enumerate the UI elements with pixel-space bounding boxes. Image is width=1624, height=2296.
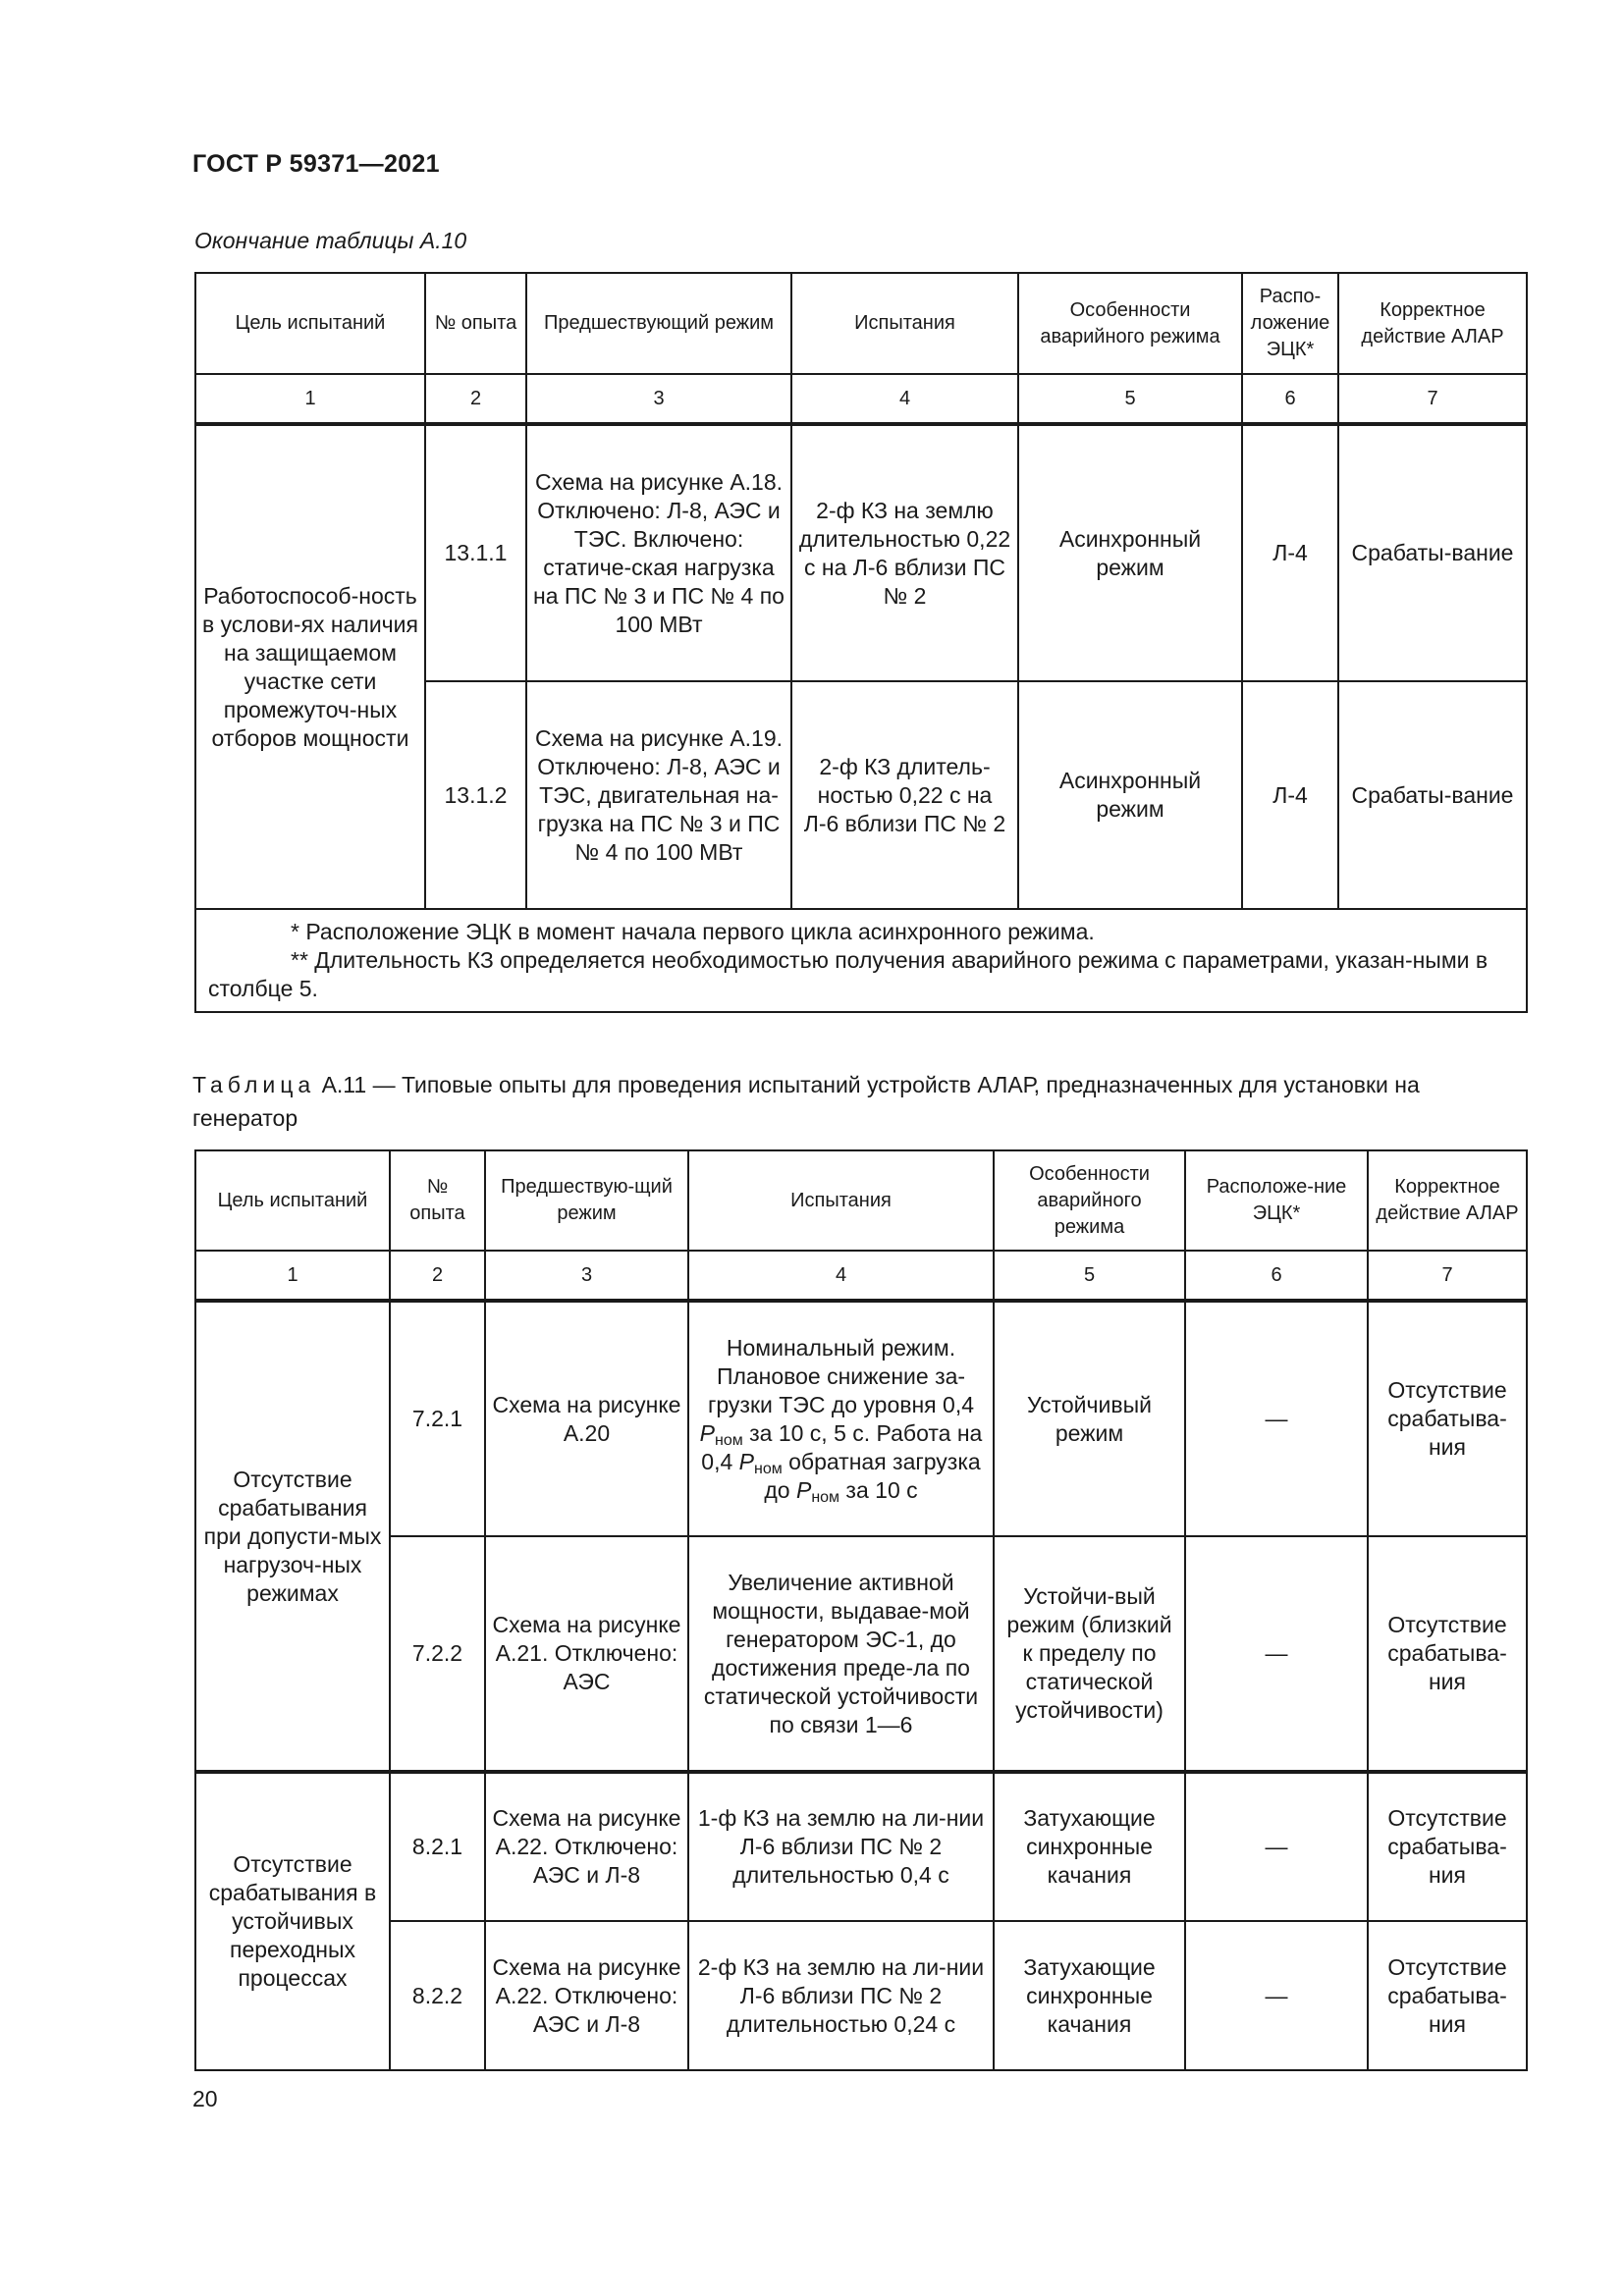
table10-number-row: [195, 374, 1527, 424]
column-number: 1: [195, 374, 425, 424]
test-text: за 10 с: [839, 1476, 918, 1503]
table-row: [195, 1921, 1527, 2070]
goal-cell: Работоспособ-ность в услови-ях наличия на защищаемом участке сети промежуточ-ных отборов мощности: [195, 424, 425, 909]
column-number: 7: [1368, 1251, 1527, 1301]
action-cell: Срабаты-вание: [1338, 681, 1527, 909]
table-a11: [194, 1149, 1528, 2071]
experiment-number: 8.2.2: [390, 1921, 485, 2070]
column-header: Особенности аварийного режима: [994, 1150, 1185, 1251]
experiment-number: 8.2.1: [390, 1772, 485, 1921]
test-cell: 2-ф КЗ длитель-ностью 0,22 с на Л-6 вблизи ПС № 2: [791, 681, 1018, 909]
test-cell: Увеличение активной мощности, выдавае-мой генератором ЭС-1, до достижения преде-ла по статической устойчивости по связи 1—6: [688, 1536, 994, 1772]
table-row: [195, 424, 1527, 681]
column-header: № опыта: [425, 273, 526, 374]
experiment-number: 7.2.1: [390, 1301, 485, 1536]
prior-mode-cell: Схема на рисунке А.19. Отключено: Л-8, АЭС и ТЭС, двигательная на-грузка на ПС № 3 и ПС № 4 по 100 МВт: [526, 681, 791, 909]
table10-header-row: [195, 273, 1527, 374]
table-row: [195, 1301, 1527, 1536]
column-header: Предшествующий режим: [526, 273, 791, 374]
column-number: 3: [485, 1251, 688, 1301]
table-caption-prefix: Таблица: [192, 1072, 316, 1097]
prior-mode-cell: Схема на рисунке А.18. Отключено: Л-8, АЭС и ТЭС. Включено: статиче-ская нагрузка на ПС № 3 и ПС № 4 по 100 МВт: [526, 424, 791, 681]
standard-header: ГОСТ Р 59371—2021: [192, 150, 440, 178]
test-text: Номинальный режим. Плановое снижение за-грузки ТЭС до уровня 0,4: [707, 1334, 974, 1417]
emergency-mode-cell: Устойчивый режим: [994, 1301, 1185, 1536]
footnote: * Расположение ЭЦК в момент начала первого цикла асинхронного режима.: [291, 919, 1095, 944]
column-number: 3: [526, 374, 791, 424]
table11-caption: [192, 1068, 1520, 1135]
column-header: Распо-ложение ЭЦК*: [1242, 273, 1338, 374]
column-header: Цель испытаний: [195, 273, 425, 374]
emergency-mode-cell: Асинхронный режим: [1018, 681, 1242, 909]
column-number: 4: [791, 374, 1018, 424]
table-caption-text: А.11 — Типовые опыты для проведения испытаний устройств АЛАР, предназначенных для установки на генератор: [192, 1072, 1420, 1131]
table-notes: [195, 909, 1527, 1012]
table10-caption: Окончание таблицы А.10: [194, 228, 467, 253]
column-header: Предшествую-щий режим: [485, 1150, 688, 1251]
column-header: Испытания: [791, 273, 1018, 374]
location-cell: Л-4: [1242, 681, 1338, 909]
power-symbol: P: [699, 1419, 715, 1446]
page-number: 20: [192, 2086, 218, 2111]
location-cell: —: [1185, 1536, 1368, 1772]
column-number: 1: [195, 1251, 390, 1301]
column-number: 2: [390, 1251, 485, 1301]
table10-notes-row: [195, 909, 1527, 1012]
goal-cell: Отсутствие срабатывания при допусти-мых нагрузоч-ных режимах: [195, 1301, 390, 1772]
column-header: Расположе-ние ЭЦК*: [1185, 1150, 1368, 1251]
experiment-number: 7.2.2: [390, 1536, 485, 1772]
emergency-mode-cell: Затухающие синхронные качания: [994, 1921, 1185, 2070]
column-header: № опыта: [390, 1150, 485, 1251]
column-number: 6: [1242, 374, 1338, 424]
location-cell: Л-4: [1242, 424, 1338, 681]
column-number: 6: [1185, 1251, 1368, 1301]
table11-number-row: [195, 1251, 1527, 1301]
action-cell: Отсутствие срабатыва-ния: [1368, 1301, 1527, 1536]
location-cell: —: [1185, 1301, 1368, 1536]
table-row: [195, 1536, 1527, 1772]
column-number: 7: [1338, 374, 1527, 424]
prior-mode-cell: Схема на рисунке А.22. Отключено: АЭС и Л-8: [485, 1772, 688, 1921]
column-header: Корректное действие АЛАР: [1368, 1150, 1527, 1251]
prior-mode-cell: Схема на рисунке А.20: [485, 1301, 688, 1536]
nominal-subscript: ном: [811, 1488, 840, 1506]
column-header: Испытания: [688, 1150, 994, 1251]
nominal-subscript: ном: [754, 1460, 783, 1477]
column-header: Цель испытаний: [195, 1150, 390, 1251]
power-symbol: P: [738, 1448, 754, 1474]
action-cell: Отсутствие срабатыва-ния: [1368, 1536, 1527, 1772]
table11-header-row: [195, 1150, 1527, 1251]
power-symbol: P: [795, 1476, 812, 1503]
test-cell: 1-ф КЗ на землю на ли-нии Л-6 вблизи ПС № 2 длительностью 0,4 с: [688, 1772, 994, 1921]
column-header: Корректное действие АЛАР: [1338, 273, 1527, 374]
table-row: [195, 1772, 1527, 1921]
column-number: 5: [994, 1251, 1185, 1301]
action-cell: Отсутствие срабатыва-ния: [1368, 1772, 1527, 1921]
test-cell: [688, 1301, 994, 1536]
location-cell: —: [1185, 1772, 1368, 1921]
prior-mode-cell: Схема на рисунке А.21. Отключено: АЭС: [485, 1536, 688, 1772]
column-header: Особенности аварийного режима: [1018, 273, 1242, 374]
column-number: 4: [688, 1251, 994, 1301]
emergency-mode-cell: Асинхронный режим: [1018, 424, 1242, 681]
prior-mode-cell: Схема на рисунке А.22. Отключено: АЭС и Л-8: [485, 1921, 688, 2070]
action-cell: Отсутствие срабатыва-ния: [1368, 1921, 1527, 2070]
test-cell: 2-ф КЗ на землю на ли-нии Л-6 вблизи ПС № 2 длительностью 0,24 с: [688, 1921, 994, 2070]
footnote: ** Длительность КЗ определяется необходимостью получения аварийного режима с параметрами, указан-ными в столбце 5.: [208, 947, 1489, 1001]
location-cell: —: [1185, 1921, 1368, 2070]
test-text: обратная загрузка до: [764, 1448, 981, 1503]
column-number: 2: [425, 374, 526, 424]
column-number: 5: [1018, 374, 1242, 424]
experiment-number: 13.1.1: [425, 424, 526, 681]
emergency-mode-cell: Затухающие синхронные качания: [994, 1772, 1185, 1921]
test-text: за 10 с, 5 с. Работа на 0,4: [701, 1419, 983, 1474]
action-cell: Срабаты-вание: [1338, 424, 1527, 681]
table-a10: [194, 272, 1528, 1013]
goal-cell: Отсутствие срабатывания в устойчивых переходных процессах: [195, 1772, 390, 2070]
nominal-subscript: ном: [714, 1431, 743, 1449]
experiment-number: 13.1.2: [425, 681, 526, 909]
test-cell: 2-ф КЗ на землю длительностью 0,22 с на Л-6 вблизи ПС № 2: [791, 424, 1018, 681]
emergency-mode-cell: Устойчи-вый режим (близкий к пределу по статической устойчивости): [994, 1536, 1185, 1772]
